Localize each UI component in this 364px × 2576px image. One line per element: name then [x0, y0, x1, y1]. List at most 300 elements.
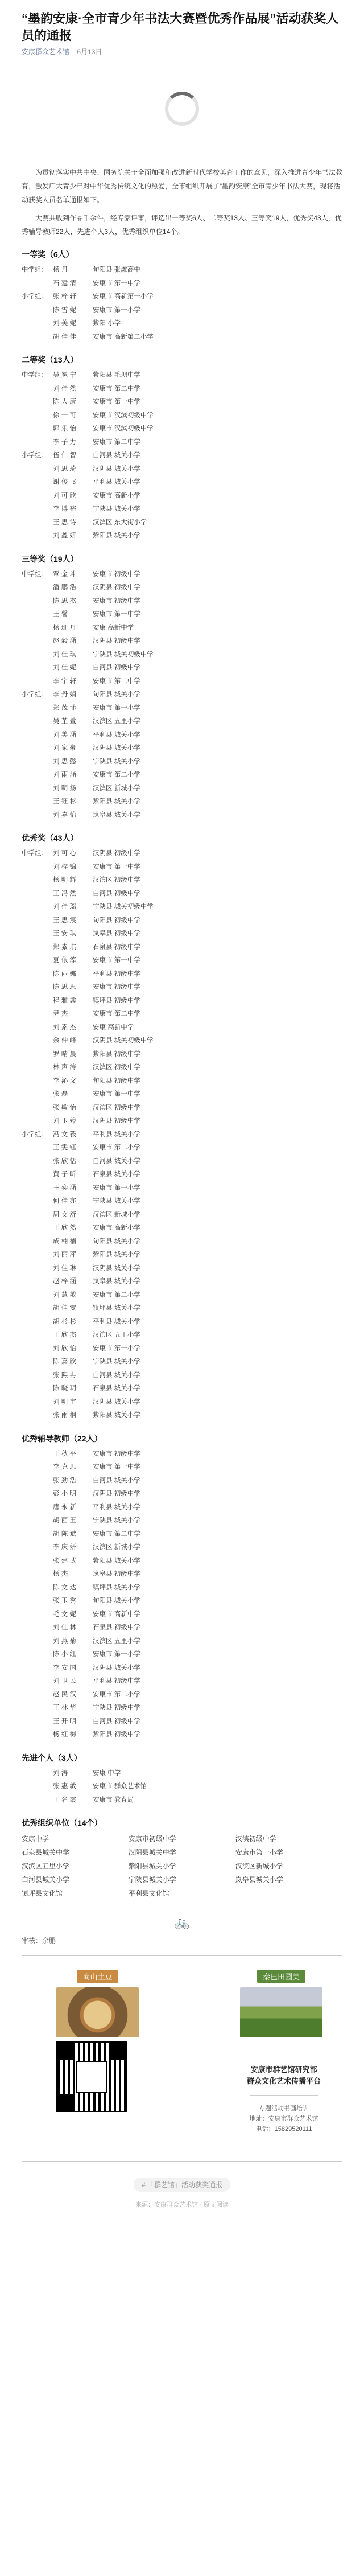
group-level-label [22, 888, 53, 901]
winner-row [22, 1209, 342, 1222]
intro-paragraph: 为贯彻落实中共中央、国务院关于全面加强和改进新时代学校美育工作的意见，深入推进青少年书法教育，激发广大青少年对中华优秀传统文化的热爱，全市组织开展了“墨韵安康”全市青少年书法大赛，现将活动获奖人员名单通报如下。 [22, 169, 343, 204]
winner-school: 安康市 第二中学 [93, 677, 140, 685]
winner-name: 夏 依 淳 [53, 957, 76, 964]
group-level-label [22, 861, 53, 874]
winner-name: 毛 文 妮 [53, 1610, 76, 1618]
winner-name: 张 惠 敏 [53, 1783, 76, 1790]
winner-school: 安康市 第一中学 [93, 1091, 140, 1098]
landscape-image [240, 1987, 322, 2037]
winner-row [22, 1501, 342, 1515]
winner-school: 汉滨区 初级中学 [93, 877, 140, 884]
winner-school: 安康市 第一中学 [93, 1464, 140, 1470]
winner-name: 刘 玉 婷 [53, 1118, 76, 1124]
award-group [22, 1448, 342, 1742]
group-level-label [22, 1474, 53, 1488]
winner-school: 汉阴县 初级中学 [93, 638, 140, 644]
award-group [22, 449, 342, 543]
footer-info-line: 专题活动书画培训 [259, 2105, 309, 2112]
winner-name: 李 子 力 [53, 438, 76, 446]
winner-name: 刘 卫 民 [53, 1678, 76, 1685]
winner-name: 陈 小 红 [53, 1651, 76, 1658]
winner-name: 李 宇 轩 [53, 677, 76, 685]
winner-row [22, 795, 342, 809]
winner-name: 刘 嘉 怡 [53, 811, 76, 819]
winner-row [22, 1088, 342, 1102]
winner-row [22, 476, 342, 490]
winner-school: 白河县 初级中学 [93, 890, 140, 897]
group-level-label [22, 317, 53, 331]
footer-org-name: 安康市群艺馆研究部 [250, 2065, 317, 2074]
footer-divider [250, 2095, 318, 2096]
winner-name: 张 玉 秀 [53, 1597, 76, 1604]
winner-name: 郭 乐 怡 [53, 425, 76, 432]
winner-row [22, 449, 342, 463]
winner-school: 紫阳县 城关小学 [93, 1557, 140, 1564]
winner-school: 汉阴县 城关小学 [93, 1664, 140, 1671]
winner-school: 宁陕县 城关初级中学 [93, 651, 154, 658]
group-level-label [22, 1155, 53, 1169]
winner-row [22, 383, 342, 396]
group-level-label [22, 769, 53, 782]
winner-school: 安康市 初级中学 [93, 1450, 140, 1457]
winner-school: 宁陕县 城关小学 [93, 1517, 140, 1524]
winner-row [22, 396, 342, 409]
winner-school: 平利县 初级中学 [93, 970, 140, 977]
winner-row [22, 1355, 342, 1369]
group-level-label: 中学组： [22, 570, 48, 578]
winner-name: 吴 冕 宁 [53, 372, 76, 379]
winner-name: 刘 佳 琪 [53, 651, 76, 658]
winner-name: 王 奕 涵 [53, 1184, 76, 1192]
org-item: 汉滨区五里小学 [22, 1862, 70, 1870]
group-level-label [22, 1635, 53, 1649]
winner-school: 石泉县 初级中学 [93, 1624, 140, 1631]
winner-school: 安康市 第一小学 [93, 1184, 140, 1192]
group-level-label [22, 1329, 53, 1342]
winner-name: 王 欣 杰 [53, 1332, 76, 1338]
section-heading: 一等奖（6人） [22, 250, 74, 259]
winner-school: 旬阳县 初级中学 [93, 917, 140, 924]
source-note: 来源：安康群众艺术馆 · 原文阅读 [135, 2201, 229, 2208]
winner-row [22, 1275, 342, 1289]
group-level-label [22, 409, 53, 423]
article-content [0, 10, 364, 2209]
winner-name: 杨 杰 [53, 1571, 68, 1577]
winner-name: 刘 家 豪 [53, 745, 76, 751]
group-level-label [22, 1355, 53, 1369]
group-level-label [22, 675, 53, 689]
winner-row [22, 1635, 342, 1649]
winner-school: 汉阴县 初级中学 [93, 584, 140, 591]
winner-row [22, 1182, 342, 1195]
winner-row [22, 715, 342, 729]
winner-school: 安康市 第一小学 [93, 306, 140, 314]
winner-name: 陈 嘉 欣 [53, 1358, 76, 1365]
winner-name: 王 秋 平 [53, 1450, 76, 1457]
winner-row [22, 436, 342, 450]
winner-row [22, 954, 342, 968]
winner-name: 潘 鹏 浩 [53, 584, 76, 591]
winner-row [22, 463, 342, 476]
group-level-label [22, 1528, 53, 1542]
group-level-label [22, 1222, 53, 1235]
winner-row [22, 409, 342, 423]
winner-row [22, 1648, 342, 1662]
winner-school: 汉阴县 城关初级中学 [93, 1037, 154, 1044]
winner-name: 刘 明 扬 [53, 784, 76, 792]
winner-row [22, 1222, 342, 1235]
winner-name: 余 仲 峰 [53, 1037, 76, 1044]
winner-school: 石泉县 初级中学 [93, 943, 140, 951]
winner-name: 伍 仁 智 [53, 452, 76, 459]
group-level-label [22, 622, 53, 635]
winner-school: 平利县 城关小学 [93, 1503, 140, 1511]
winner-school: 紫阳 小学 [93, 320, 121, 327]
group-level-label [22, 1621, 53, 1635]
group-level-label [22, 1248, 53, 1262]
winner-row [22, 503, 342, 516]
winner-name: 刘 美 妮 [53, 320, 76, 327]
winner-row [22, 317, 342, 331]
winner-row [22, 1316, 342, 1329]
winner-school: 旬阳县 初级中学 [93, 1077, 140, 1084]
topic-tag[interactable] [22, 2178, 342, 2192]
winner-name: 王 馨 [53, 611, 68, 618]
group-level-label [22, 1648, 53, 1662]
winner-row [22, 1581, 342, 1595]
group-level-label [22, 1102, 53, 1115]
winner-name: 张 建 武 [53, 1557, 76, 1564]
winner-row [22, 1514, 342, 1528]
group-level-label [22, 1195, 53, 1209]
group-level-label [22, 1275, 53, 1289]
group-level-label [22, 914, 53, 928]
group-level-label [22, 1021, 53, 1035]
group-level-label: 小学组： [22, 452, 48, 459]
winner-row [22, 1568, 342, 1581]
promo-left[interactable] [56, 1970, 139, 2037]
group-level-label [22, 490, 53, 503]
winner-row [22, 1608, 342, 1622]
group-level-label [22, 968, 53, 981]
winner-row [22, 729, 342, 742]
winner-row [22, 861, 342, 874]
winner-school: 汉滨区 东大街小学 [93, 519, 147, 526]
winner-name: 王 名 霞 [53, 1796, 76, 1803]
winner-row [22, 331, 342, 344]
winner-row [22, 1382, 342, 1396]
winner-name: 刘 思 琦 [53, 465, 76, 473]
publish-date: 6月13日 [77, 48, 102, 56]
winner-name: 陈 文 达 [53, 1584, 76, 1591]
winner-name: 郑 茂 菲 [53, 704, 76, 712]
winner-school: 岚皋县 初级中学 [93, 930, 140, 937]
group-level-label [22, 1342, 53, 1356]
winner-school: 宁陕县 城关小学 [93, 506, 140, 512]
article-meta [22, 47, 342, 56]
winner-name: 周 文 舒 [53, 1211, 76, 1218]
group-level-label [22, 809, 53, 823]
group-level-label [22, 702, 53, 716]
winner-row [22, 1715, 342, 1729]
winner-name: 成 楠 楠 [53, 1238, 76, 1245]
org-item: 汉滨初级中学 [235, 1835, 276, 1843]
group-level-label: 小学组： [22, 691, 48, 698]
winner-school: 安康 中学 [93, 1769, 121, 1777]
winner-row [22, 1342, 342, 1356]
org-item: 平利县文化馆 [128, 1889, 169, 1897]
winner-name: 刘 梓 锦 [53, 863, 76, 870]
potato-dish-image [56, 1987, 139, 2037]
winner-school: 汉阴县 初级中学 [93, 1118, 140, 1124]
winner-school: 安康市 第二小学 [93, 1691, 140, 1698]
intro-section [22, 166, 342, 239]
winner-row [22, 1528, 342, 1542]
org-item: 岚皋县城关小学 [235, 1876, 283, 1884]
divider [22, 1915, 342, 1930]
winner-name: 李 博 裕 [53, 506, 76, 512]
winner-name: 罗 晴 晨 [53, 1050, 76, 1058]
winner-name: 刘 丽 萍 [53, 1251, 76, 1258]
group-level-label [22, 901, 53, 914]
group-level-label [22, 782, 53, 796]
winner-row [22, 888, 342, 901]
group-level-label [22, 1235, 53, 1249]
winner-name: 冯 文 毅 [53, 1131, 76, 1138]
winner-row [22, 490, 342, 503]
group-level-label [22, 1767, 53, 1781]
winner-school: 安康市 高新小学 [93, 1225, 140, 1231]
winner-school: 安康市 第一中学 [93, 863, 140, 870]
group-level-label [22, 1168, 53, 1182]
article-title: “墨韵安康·全市青少年书法大赛暨优秀作品展”活动获奖人员的通报 [22, 11, 339, 43]
winner-row [22, 635, 342, 648]
winner-school: 紫阳县 城关小学 [93, 1412, 140, 1419]
winner-name: 林 声 涛 [53, 1064, 76, 1071]
winner-row [22, 1302, 342, 1316]
group-level-label [22, 1209, 53, 1222]
winner-school: 汉阴县 初级中学 [93, 1490, 140, 1497]
account-name-link[interactable]: 安康群众艺术馆 [22, 48, 70, 56]
winner-school: 汉阴县 城关小学 [93, 1398, 140, 1406]
winner-school: 安康市 第二小学 [93, 1291, 140, 1299]
winner-row [22, 688, 342, 702]
winner-school: 安康市 高新第一小学 [93, 293, 154, 300]
winner-school: 紫阳县 城关小学 [93, 798, 140, 805]
winner-name: 郑 素 琪 [53, 943, 76, 951]
group-level-label [22, 1409, 53, 1423]
award-group [22, 1128, 342, 1423]
winner-school: 汉滨区 初级中学 [93, 1104, 140, 1111]
winner-row [22, 264, 342, 277]
winner-school: 汉滨区 新城小学 [93, 1211, 140, 1218]
promo-right[interactable] [240, 1970, 322, 2037]
winner-name: 刘 欣 怡 [53, 1345, 76, 1352]
winner-row [22, 1128, 342, 1142]
award-group [22, 290, 342, 344]
group-level-label [22, 995, 53, 1008]
group-level-label [22, 1501, 53, 1515]
winner-name: 张 雨 桐 [53, 1412, 76, 1419]
group-level-label [22, 1369, 53, 1383]
winner-name: 张 欣 恬 [53, 1157, 76, 1165]
group-level-label [22, 529, 53, 543]
winner-school: 白河县 城关小学 [93, 1157, 140, 1165]
winner-row [22, 1141, 342, 1155]
winner-name: 刘 明 宇 [53, 1398, 76, 1406]
group-level-label [22, 422, 53, 436]
winner-name: 刘 佳 然 [53, 385, 76, 392]
award-group [22, 1767, 342, 1807]
winner-school: 白河县 城关小学 [93, 1371, 140, 1379]
winner-row [22, 1115, 342, 1128]
award-group [22, 847, 342, 1128]
winner-row [22, 1048, 342, 1062]
winner-name: 赵 梓 涵 [53, 1278, 76, 1285]
winner-row [22, 1262, 342, 1276]
winner-name: 王 林 华 [53, 1704, 76, 1711]
footer-org-sub: 群众文化艺术传播平台 [246, 2077, 321, 2085]
winner-name: 刘 鑫 妍 [53, 532, 76, 539]
group-level-label [22, 981, 53, 995]
award-group [22, 264, 342, 290]
group-level-label [22, 1662, 53, 1675]
winner-name: 刘 佳 瑶 [53, 903, 76, 910]
winner-school: 安康市 第二中学 [93, 438, 140, 446]
winner-name: 王 安 琪 [53, 930, 76, 937]
winner-school: 石泉县 城关小学 [93, 1171, 140, 1178]
winner-name: 张 熙 冉 [53, 1371, 76, 1379]
winner-row [22, 1794, 342, 1807]
org-item: 紫阳县城关小学 [128, 1862, 176, 1870]
winner-school: 安康市 初级中学 [93, 597, 140, 605]
group-level-label [22, 304, 53, 318]
winner-school: 安康市 汉滨初级中学 [93, 425, 154, 432]
winner-name: 刘 素 杰 [53, 1024, 76, 1031]
group-level-label [22, 595, 53, 609]
winner-name: 何 佳 亦 [53, 1198, 76, 1205]
winner-row [22, 995, 342, 1008]
winner-school: 汉阴县 城关小学 [93, 1264, 140, 1272]
winner-name: 陈 思 杰 [53, 597, 76, 605]
group-level-label [22, 608, 53, 622]
award-group [22, 568, 342, 689]
group-level-label [22, 662, 53, 675]
group-level-label [22, 1595, 53, 1608]
winner-name: 张 磊 [53, 1091, 68, 1098]
group-level-label [22, 729, 53, 742]
winner-school: 宁陕县 初级中学 [93, 1704, 140, 1711]
topic-tag-label: # 「群艺馆」活动获奖通报 [134, 2178, 230, 2192]
section-heading: 优秀奖（43人） [22, 833, 78, 843]
org-item: 安康中学 [22, 1835, 49, 1843]
winner-school: 安康市 第二小学 [93, 1144, 140, 1151]
winner-name: 王 欣 然 [53, 1225, 76, 1231]
winner-name: 赵 民 汉 [53, 1691, 76, 1698]
winner-name: 石 建 清 [53, 280, 76, 287]
winner-name: 王 开 明 [53, 1718, 76, 1725]
org-item: 白河县城关小学 [22, 1876, 70, 1884]
winner-row [22, 981, 342, 995]
group-level-label [22, 1702, 53, 1715]
winner-name: 王 雯 钰 [53, 1144, 76, 1151]
winner-name: 刘 慧 敏 [53, 1291, 76, 1299]
group-level-label [22, 476, 53, 490]
group-level-label [22, 1302, 53, 1316]
group-level-label [22, 1289, 53, 1303]
org-item: 汉滨区新城小学 [235, 1862, 283, 1870]
winner-row [22, 874, 342, 888]
winner-name: 张 劲 浩 [53, 1477, 76, 1484]
winner-name: 胡 佳 佳 [53, 333, 76, 340]
winner-school: 宁陕县 城关小学 [93, 1198, 140, 1205]
winner-name: 刘 思 懿 [53, 758, 76, 765]
winner-school: 白河县 初级中学 [93, 1718, 140, 1725]
winner-school: 镇坪县 城关小学 [93, 1584, 140, 1591]
footer-info-line: 地址：安康市群众艺术馆 [249, 2115, 318, 2122]
winner-school: 镇坪县 初级中学 [93, 997, 140, 1004]
group-level-label [22, 1555, 53, 1568]
group-level-label [22, 1048, 53, 1062]
winner-name: 刘 涛 [53, 1769, 68, 1777]
winner-name: 吴 芷 萱 [53, 718, 76, 725]
winner-row [22, 277, 342, 291]
org-item: 镇坪县文化馆 [22, 1889, 63, 1897]
winner-school: 安康市 第二中学 [93, 1530, 140, 1538]
winner-row [22, 529, 342, 543]
group-level-label [22, 1141, 53, 1155]
winner-row [22, 809, 342, 823]
winner-school: 汉滨区 新城小学 [93, 784, 140, 792]
winner-name: 张 敏 怡 [53, 1104, 76, 1111]
winner-school: 紫阳县 城关小学 [93, 532, 140, 539]
winner-row [22, 369, 342, 383]
winner-name: 胡 杉 杉 [53, 1318, 76, 1325]
group-level-label [22, 1728, 53, 1742]
winner-row [22, 914, 342, 928]
footer-info-line: 电话：15829520111 [255, 2126, 312, 2133]
bicycle-icon: 🚲 [174, 1915, 190, 1929]
winner-school: 安康市 群众艺术馆 [93, 1783, 147, 1790]
winner-row [22, 304, 342, 318]
winner-name: 杨 明 辉 [53, 877, 76, 884]
winner-row [22, 1195, 342, 1209]
winner-school: 白河县 城关小学 [93, 452, 140, 459]
group-level-label [22, 1715, 53, 1729]
group-level-label [22, 1581, 53, 1595]
winner-school: 安康市 第一中学 [93, 611, 140, 618]
winner-row [22, 675, 342, 689]
winner-row [22, 1168, 342, 1182]
winner-name: 胡 陈 斌 [53, 1530, 76, 1538]
winner-school: 安康市 第二中学 [93, 385, 140, 392]
winner-school: 安康市 初级中学 [93, 984, 140, 991]
org-item: 安康市初级中学 [128, 1835, 176, 1843]
winner-row [22, 941, 342, 955]
winner-row [22, 782, 342, 796]
winner-school: 汉滨区 初级中学 [93, 1064, 140, 1071]
winner-name: 王 冯 然 [53, 890, 76, 897]
winner-school: 安康市 第一中学 [93, 280, 140, 287]
winner-name: 黄 子 昕 [53, 1171, 76, 1178]
review-line: 审核：余鹏 [22, 1937, 56, 1945]
group-level-label [22, 503, 53, 516]
qr-logo-icon [76, 2061, 107, 2093]
promo-tag: 秦巴田园美 [257, 1970, 305, 1983]
org-item: 汉阴县城关中学 [128, 1848, 176, 1856]
winner-school: 汉滨区 五里小学 [93, 1332, 140, 1338]
winner-name: 赵 毅 涵 [53, 638, 76, 644]
